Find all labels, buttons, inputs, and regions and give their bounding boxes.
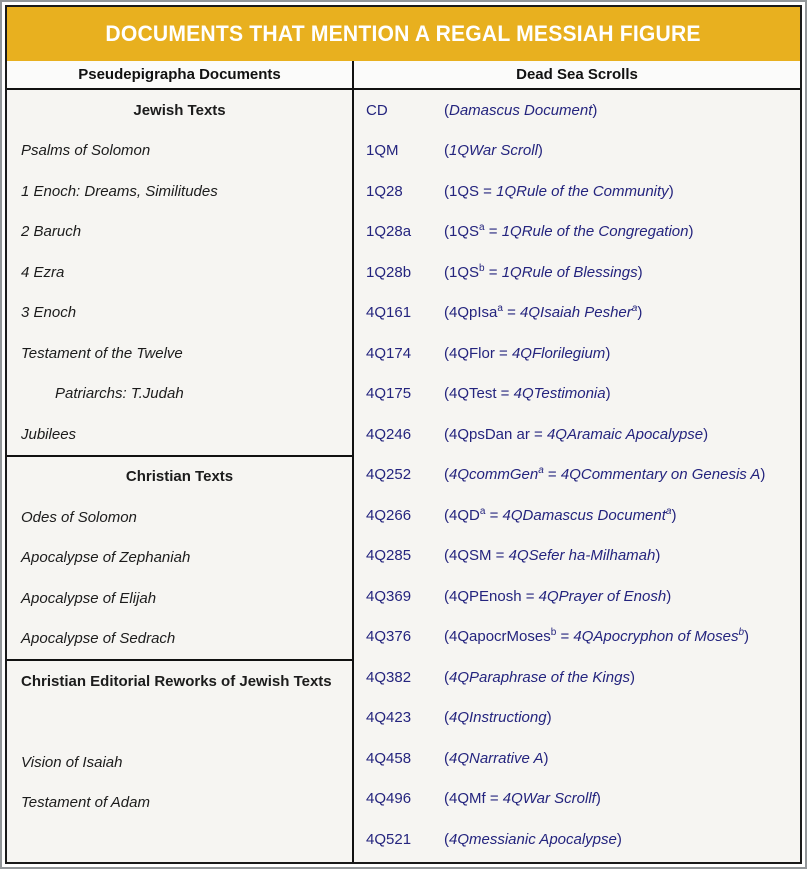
dss-scroll-id: 1Q28	[366, 182, 403, 200]
pseudepigrapha-item: 3 Enoch	[21, 304, 77, 322]
description-part: (1QS	[444, 223, 480, 241]
description-part: 4Qmessianic Apocalypse	[449, 830, 617, 848]
description-part: (4QpsDan ar =	[444, 425, 547, 443]
dss-scroll-id: 4Q252	[366, 466, 412, 484]
dss-scroll-description	[444, 183, 800, 200]
column-header-dead-sea-scrolls: Dead Sea Scrolls	[516, 66, 638, 83]
dss-scroll-description	[444, 547, 800, 564]
description-part: =	[556, 628, 574, 646]
dss-scroll-id: 4Q175	[366, 385, 412, 403]
dead-sea-scrolls-column	[354, 90, 800, 862]
description-part: 4QApocryphon of Moses	[573, 628, 739, 646]
dss-row	[354, 698, 800, 739]
pseudepigrapha-item: Odes of Solomon	[21, 508, 137, 526]
dss-scroll-id: 1QM	[366, 142, 399, 160]
description-part: (4QTest =	[444, 385, 514, 403]
description-part: (	[444, 142, 449, 160]
description-part: (4QSM =	[444, 547, 509, 565]
description-part: (4QpIsa	[444, 304, 498, 322]
description-part: )	[760, 466, 766, 484]
description-part: 1QWar Scroll	[449, 142, 538, 160]
dss-row	[354, 576, 800, 617]
description-part: )	[744, 628, 750, 646]
dss-scroll-id: 4Q174	[366, 344, 412, 362]
description-part: =	[485, 506, 503, 524]
dss-row	[354, 293, 800, 334]
column-header-pseudepigrapha: Pseudepigrapha Documents	[7, 61, 354, 88]
description-part: (4QD	[444, 506, 480, 524]
dss-row	[354, 414, 800, 455]
dss-row	[354, 617, 800, 658]
dss-scroll-description	[444, 750, 800, 767]
dss-scroll-description	[444, 223, 800, 240]
dss-scroll-id: 4Q376	[366, 628, 412, 646]
superscript-siglum: a	[497, 303, 503, 315]
dss-scroll-description	[444, 790, 800, 807]
description-part: )	[543, 749, 549, 767]
description-part: (1QS =	[444, 182, 497, 200]
superscript-siglum: b	[479, 262, 485, 274]
dss-scroll-description	[444, 304, 800, 321]
description-part: )	[605, 344, 611, 362]
superscript-siglum: a	[631, 303, 638, 315]
pseudepigrapha-item: Apocalypse of Sedrach	[21, 630, 176, 648]
description-part: )	[629, 668, 635, 686]
description-part: (	[444, 749, 449, 767]
description-part: (	[444, 466, 449, 484]
description-part: =	[484, 223, 502, 241]
dss-row	[354, 495, 800, 536]
description-part: (4QMf =	[444, 790, 503, 808]
description-part: )	[605, 385, 611, 403]
dss-scroll-id: CD	[366, 101, 388, 119]
description-part: )	[616, 830, 622, 848]
description-part: )	[637, 263, 643, 281]
description-part: )	[655, 547, 661, 565]
pseudepigrapha-item: 4 Ezra	[21, 263, 65, 281]
description-part: )	[537, 142, 543, 160]
description-part: 4QTestimonia	[513, 385, 606, 403]
description-part: )	[668, 182, 674, 200]
dss-row	[354, 212, 800, 253]
description-part: 4QPrayer of Enosh	[538, 587, 667, 605]
description-part: 4QAramaic Apocalypse	[546, 425, 704, 443]
dss-scroll-id: 4Q266	[366, 506, 412, 524]
section-heading: Christian Texts	[125, 468, 234, 486]
dss-row	[354, 536, 800, 577]
description-part: 4QIsaiah Pesher	[520, 304, 632, 322]
description-part: )	[546, 709, 552, 727]
dss-row	[354, 374, 800, 415]
pseudepigrapha-item: Jubilees	[21, 425, 77, 443]
description-part: 4QInstructiong	[449, 709, 547, 727]
superscript-siglum: a	[479, 222, 485, 234]
description-part: )	[637, 304, 643, 322]
pseudepigrapha-column	[7, 90, 354, 862]
dss-scroll-description	[444, 507, 800, 524]
pseudepigrapha-section	[7, 659, 352, 862]
pseudepigrapha-item: Apocalypse of Elijah	[21, 589, 157, 607]
dss-scroll-id: 4Q458	[366, 749, 412, 767]
pseudepigrapha-item: 2 Baruch	[21, 223, 82, 241]
description-part: 1QRule of the Congregation	[501, 223, 689, 241]
dss-row	[354, 779, 800, 820]
description-part: 4QParaphrase of the Kings	[449, 668, 630, 686]
description-part: (	[444, 709, 449, 727]
dss-row	[354, 657, 800, 698]
section-heading: Jewish Texts	[133, 101, 226, 119]
dss-scroll-description	[444, 345, 800, 362]
description-part: 4QcommGen	[449, 466, 539, 484]
dss-scroll-description	[444, 466, 800, 483]
description-part: )	[671, 506, 677, 524]
description-part: =	[543, 466, 561, 484]
description-part: 1QRule of the Community	[496, 182, 669, 200]
dss-row	[354, 455, 800, 496]
description-part: =	[502, 304, 521, 322]
description-part: 4QDamascus Document	[502, 506, 666, 524]
dss-row	[354, 90, 800, 131]
description-part: )	[666, 587, 672, 605]
description-part: )	[688, 223, 694, 241]
dss-scroll-id: 4Q246	[366, 425, 412, 443]
dss-scroll-id: 4Q369	[366, 587, 412, 605]
section-heading: Christian Editorial Reworks of Jewish Texts	[21, 672, 332, 690]
pseudepigrapha-item: Testament of the Twelve	[21, 344, 183, 362]
dss-scroll-description	[444, 385, 800, 402]
dss-scroll-id: 1Q28b	[366, 263, 412, 281]
pseudepigrapha-item: Testament of Adam	[21, 794, 150, 812]
dss-scroll-description	[444, 426, 800, 443]
pseudepigrapha-item: 1 Enoch: Dreams, Similitudes	[21, 182, 218, 200]
superscript-siglum: b	[550, 627, 557, 639]
pseudepigrapha-section	[7, 455, 352, 660]
pseudepigrapha-item: Patriarchs: T.Judah	[55, 385, 184, 403]
page-title: DOCUMENTS THAT MENTION A REGAL MESSIAH FIGURE	[105, 21, 702, 46]
pseudepigrapha-item	[7, 702, 352, 743]
dss-scroll-id: 4Q285	[366, 547, 412, 565]
pseudepigrapha-section	[7, 90, 352, 455]
dss-scroll-description	[444, 669, 800, 686]
dss-scroll-description	[444, 709, 800, 726]
superscript-siglum: a	[479, 505, 486, 517]
table-body	[7, 90, 800, 862]
description-part: )	[703, 425, 709, 443]
description-part: 4QNarrative A	[449, 749, 544, 767]
title-band	[7, 7, 800, 61]
description-part: (	[444, 830, 449, 848]
description-part: (4QapocrMoses	[444, 628, 551, 646]
dss-scroll-description	[444, 102, 800, 119]
dss-row	[354, 819, 800, 860]
description-part: (	[444, 668, 449, 686]
description-part: =	[484, 263, 502, 281]
dss-scroll-id: 1Q28a	[366, 223, 412, 241]
dss-scroll-description	[444, 628, 800, 645]
description-part: (4QFlor =	[444, 344, 512, 362]
dss-scroll-description	[444, 588, 800, 605]
dss-row	[354, 738, 800, 779]
dss-row	[354, 171, 800, 212]
description-part: 4QCommentary on Genesis A	[560, 466, 761, 484]
description-part: )	[595, 790, 601, 808]
pseudepigrapha-item: Psalms of Solomon	[21, 142, 151, 160]
dss-scroll-id: 4Q496	[366, 790, 412, 808]
dss-scroll-description	[444, 264, 800, 281]
description-part: (	[444, 101, 449, 119]
description-part: 1QRule of Blessings	[501, 263, 638, 281]
superscript-siglum: a	[665, 505, 672, 517]
dss-row	[354, 252, 800, 293]
dss-scroll-id: 4Q382	[366, 668, 412, 686]
description-part: (4QPEnosh =	[444, 587, 539, 605]
dss-scroll-id: 4Q423	[366, 709, 412, 727]
pseudepigrapha-item: Apocalypse of Zephaniah	[21, 549, 191, 567]
dss-scroll-id: 4Q521	[366, 830, 412, 848]
superscript-siglum: a	[538, 465, 544, 477]
dss-scroll-description	[444, 831, 800, 848]
description-part: (1QS	[444, 263, 480, 281]
description-part: 4QSefer ha-Milhamah	[508, 547, 656, 565]
dss-scroll-id: 4Q161	[366, 304, 412, 322]
dss-row	[354, 131, 800, 172]
description-part: )	[592, 101, 598, 119]
description-part: Damascus Document	[449, 101, 593, 119]
messiah-documents-table	[5, 5, 802, 864]
column-headers-row	[7, 61, 800, 90]
superscript-siglum: b	[738, 627, 745, 639]
description-part: 4QWar Scrollf	[502, 790, 596, 808]
dss-row	[354, 333, 800, 374]
description-part: 4QFlorilegium	[511, 344, 606, 362]
pseudepigrapha-item: Vision of Isaiah	[21, 753, 123, 771]
dss-scroll-description	[444, 142, 800, 159]
